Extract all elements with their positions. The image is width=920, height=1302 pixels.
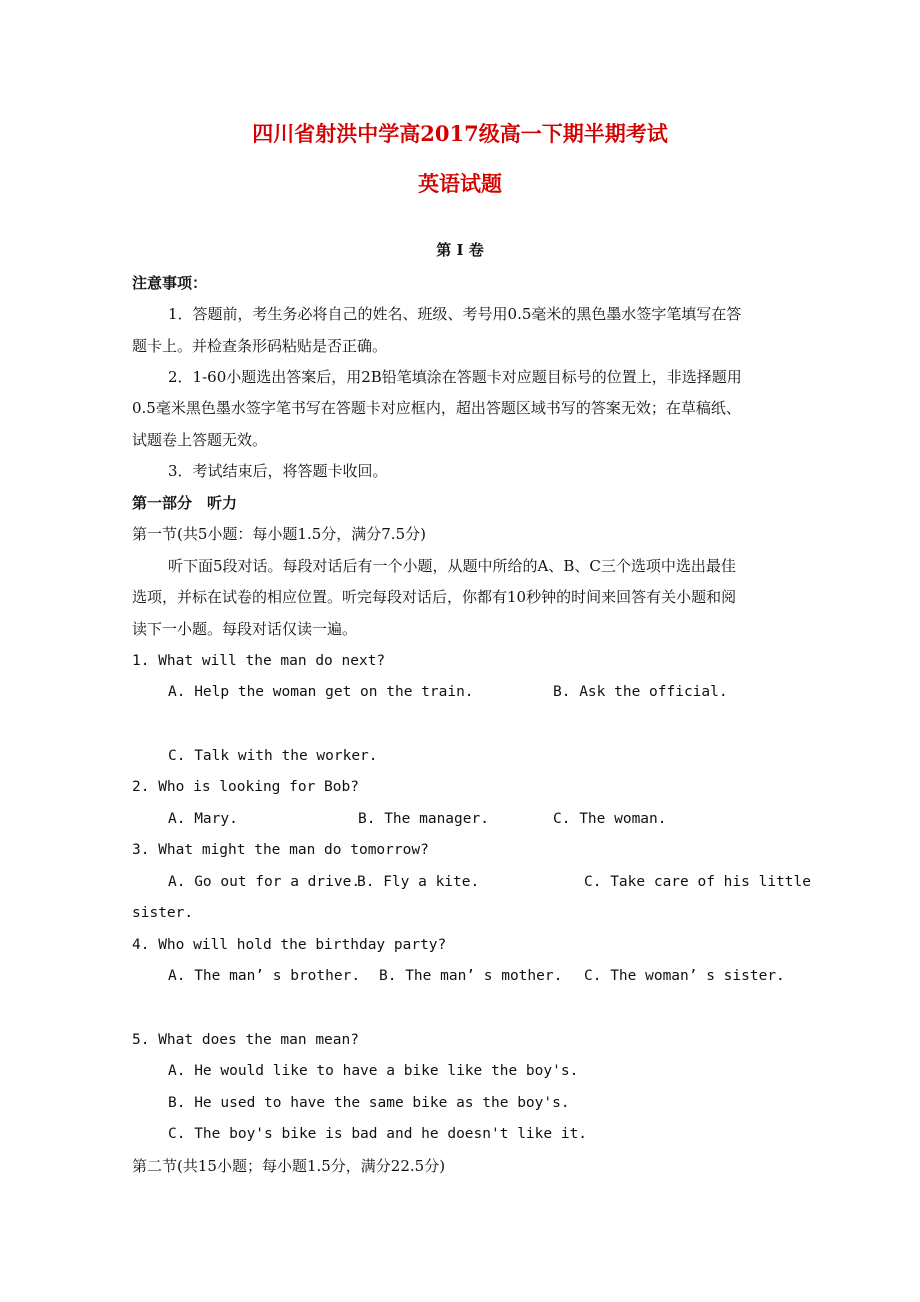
notice-item-2-line-1: 2．1-60小题选出答案后，用2B铅笔填涂在答题卡对应题目标号的位置上，非选择题用 <box>168 368 742 386</box>
notice-item-2-line-3: 试题卷上答题无效。 <box>132 431 268 449</box>
question-3-option-a: A. Go out for a drive. <box>168 874 361 890</box>
section-1-heading: 第一节(共5小题：每小题1.5分，满分7.5分) <box>132 525 426 543</box>
question-4-option-b: B. The man’ s mother. <box>379 968 563 984</box>
notice-item-1-line-2: 题卡上。并检查条形码粘贴是否正确。 <box>132 337 388 355</box>
notice-item-3: 3．考试结束后，将答题卡收回。 <box>168 462 388 480</box>
question-3-option-c-continued: sister. <box>132 905 194 921</box>
part-1-heading: 第一部分 听力 <box>132 494 238 512</box>
question-1-option-c: C. Talk with the worker. <box>168 748 378 764</box>
question-3-option-b: B. Fly a kite. <box>357 874 480 890</box>
instructions-line-1: 听下面5段对话。每段对话后有一个小题，从题中所给的A、B、C三个选项中选出最佳 <box>168 557 736 575</box>
question-2-option-a: A. Mary. <box>168 811 238 827</box>
notice-heading: 注意事项： <box>132 274 208 292</box>
question-4-option-a: A. The man’ s brother. <box>168 968 361 984</box>
question-4-stem: 4. Who will hold the birthday party? <box>132 937 447 953</box>
question-1-stem: 1. What will the man do next? <box>132 653 386 669</box>
exam-title: 四川省射洪中学高2017级高一下期半期考试 <box>252 121 668 146</box>
question-1-option-b: B. Ask the official. <box>553 684 728 700</box>
instructions-line-2: 选项，并标在试卷的相应位置。听完每段对话后，你都有10秒钟的时间来回答有关小题和阅 <box>132 588 737 606</box>
question-5-option-c: C. The boy's bike is bad and he doesn't like it. <box>168 1126 588 1142</box>
section-2-heading: 第二节(共15小题；每小题1.5分，满分22.5分) <box>132 1157 446 1175</box>
question-2-option-b: B. The manager. <box>358 811 489 827</box>
instructions-line-3: 读下一小题。每段对话仅读一遍。 <box>132 620 358 638</box>
question-2-stem: 2. Who is looking for Bob? <box>132 779 359 795</box>
notice-item-2-line-2: 0.5毫米黑色墨水签字笔书写在答题卡对应框内，超出答题区域书写的答案无效；在草稿纸、 <box>132 399 741 417</box>
question-3-option-c: C. Take care of his little <box>584 874 811 890</box>
question-1-option-a: A. Help the woman get on the train. <box>168 684 474 700</box>
exam-subtitle: 英语试题 <box>418 171 502 196</box>
question-5-option-a: A. He would like to have a bike like the boy's. <box>168 1063 579 1079</box>
notice-item-1-line-1: 1．答题前，考生务必将自己的姓名、班级、考号用0.5毫米的黑色墨水签字笔填写在答 <box>168 305 742 323</box>
question-3-stem: 3. What might the man do tomorrow? <box>132 842 429 858</box>
question-2-option-c: C. The woman. <box>553 811 667 827</box>
question-4-option-c: C. The woman’ s sister. <box>584 968 785 984</box>
volume-label: 第 I 卷 <box>436 241 484 259</box>
question-5-option-b: B. He used to have the same bike as the boy's. <box>168 1095 570 1111</box>
question-5-stem: 5. What does the man mean? <box>132 1032 359 1048</box>
